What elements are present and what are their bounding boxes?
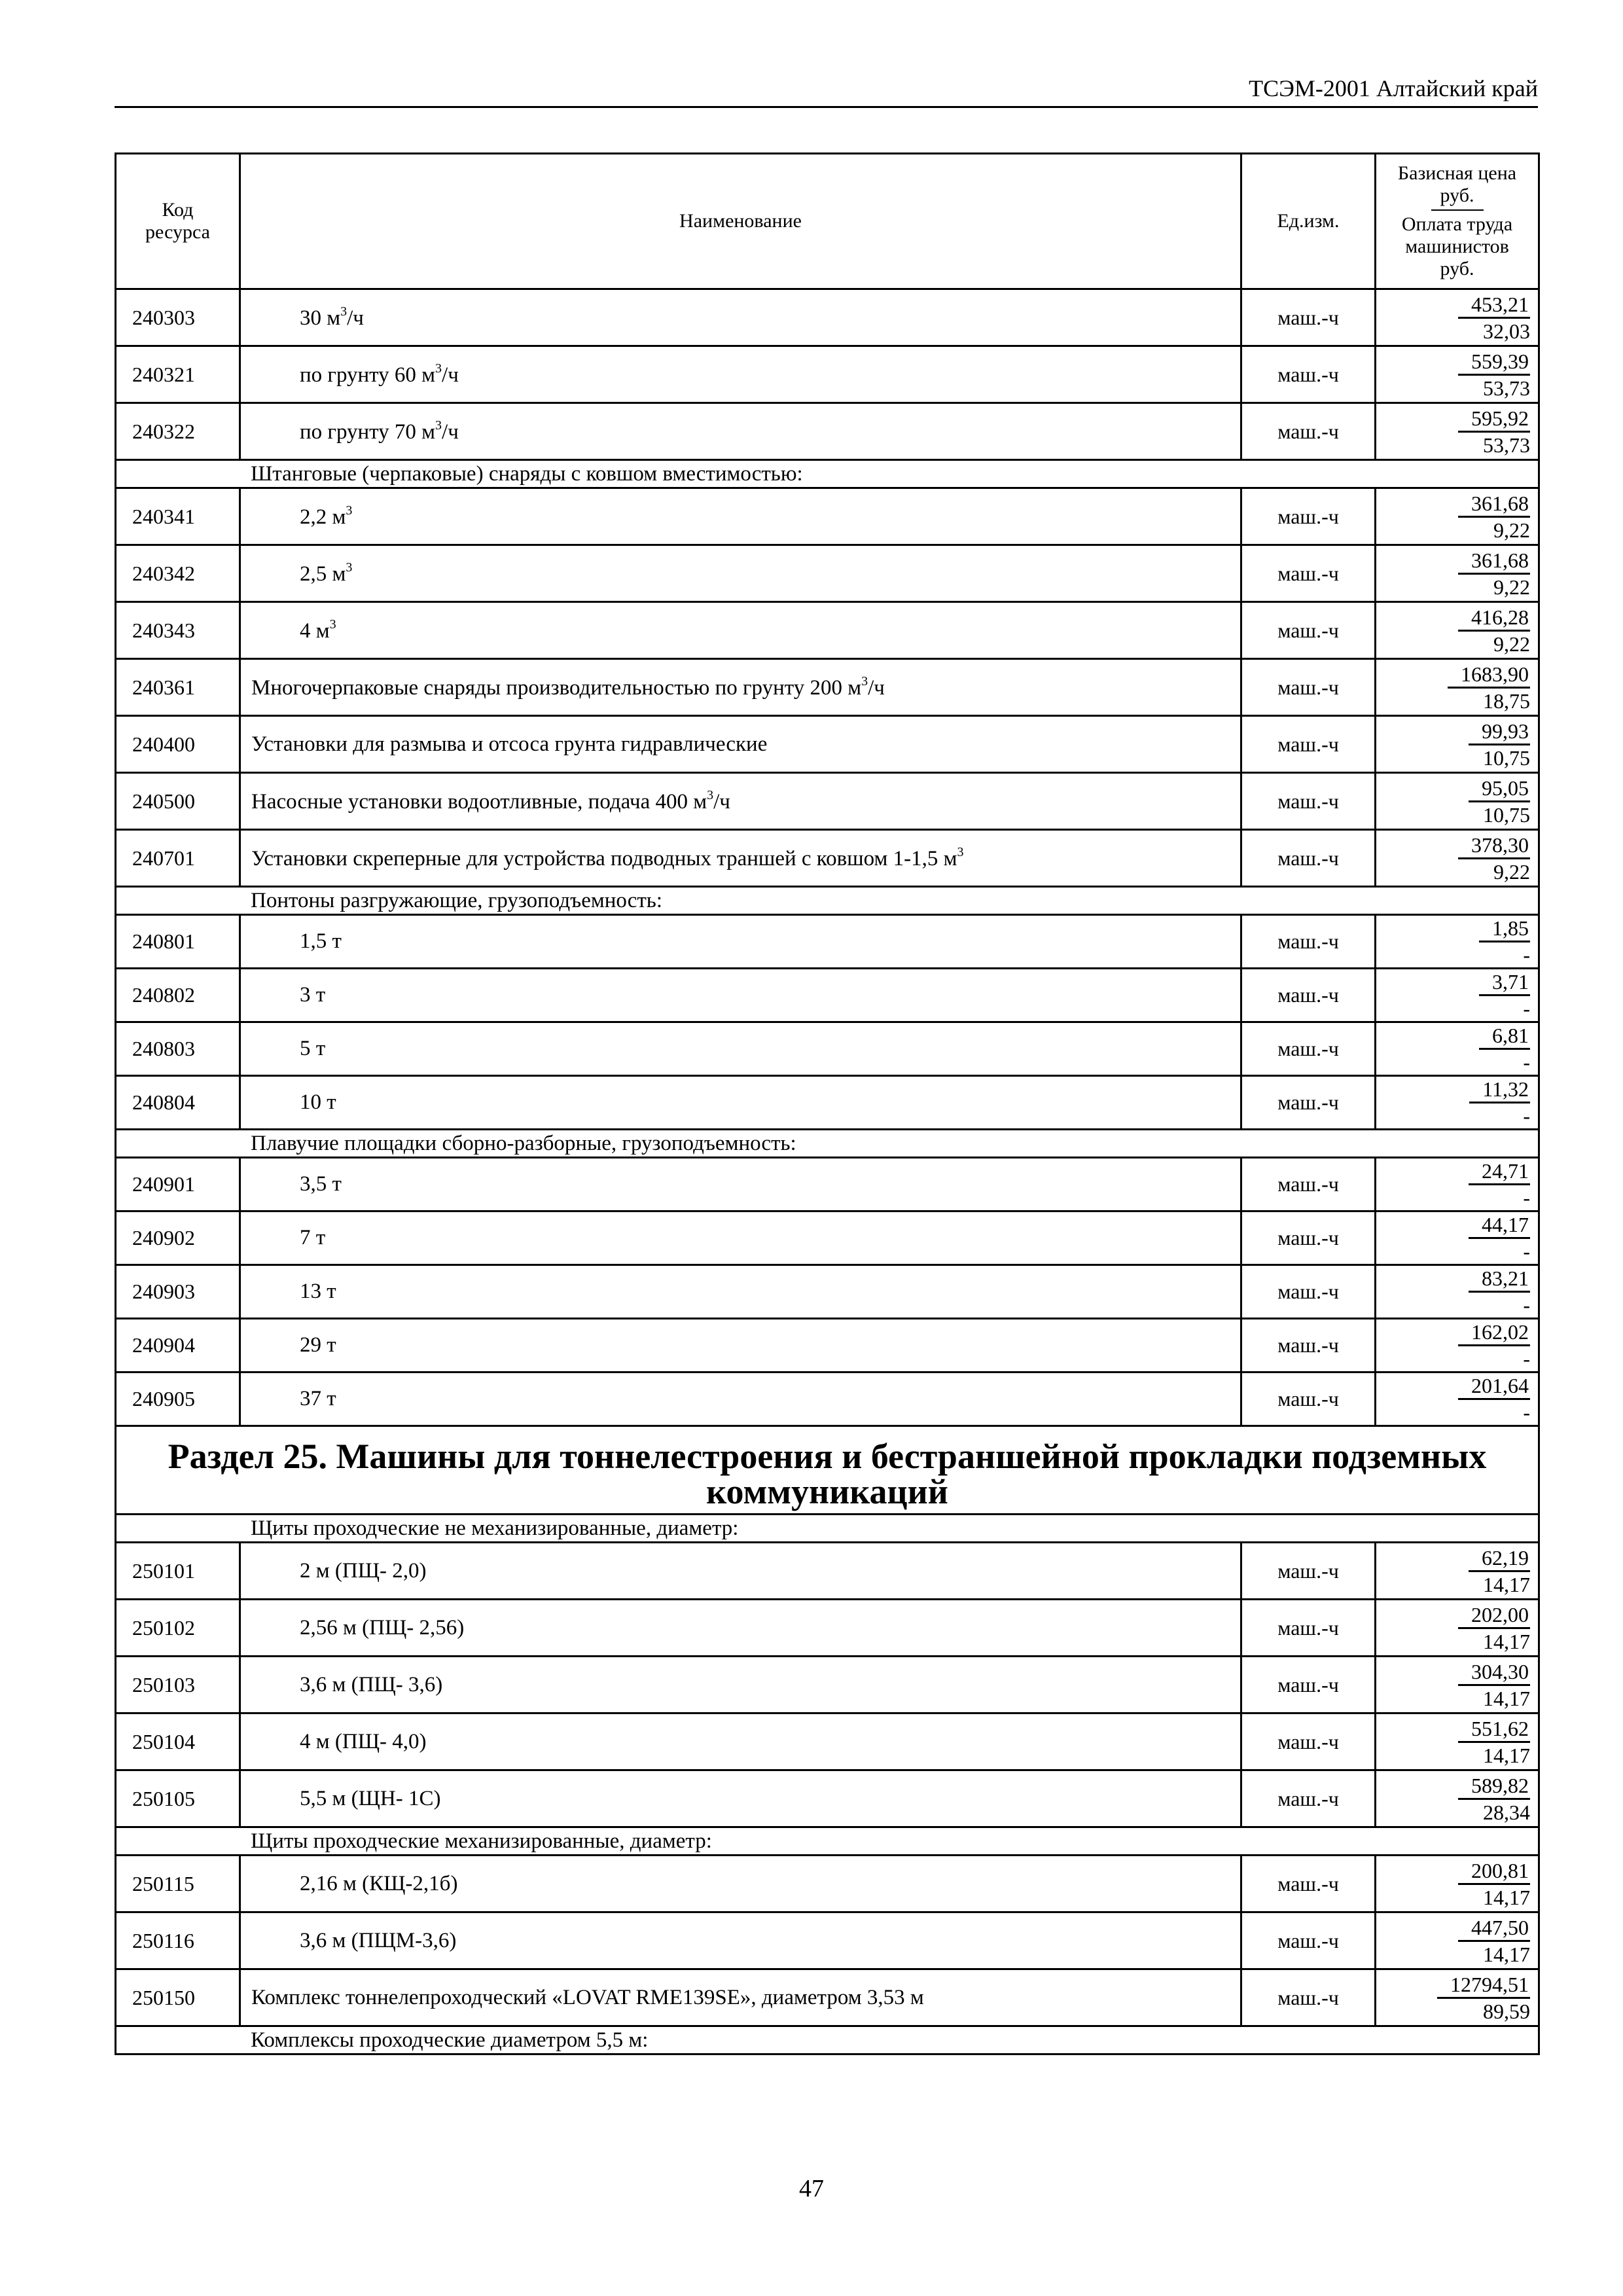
unit: маш.-ч [1241, 1543, 1376, 1600]
operator-wage: 28,34 [1483, 1800, 1530, 1824]
superscript: 3 [329, 617, 336, 632]
table-row [116, 488, 1539, 545]
base-price: 559,39 [1458, 349, 1530, 376]
resource-name-text: Установки для размыва и отсоса грунта гидравлические [251, 732, 768, 756]
base-price: 416,28 [1458, 605, 1530, 632]
superscript: 3 [435, 361, 442, 376]
resource-name-text: по грунту 70 м [300, 420, 436, 444]
table-row [116, 1265, 1539, 1319]
operator-wage: - [1523, 1186, 1530, 1210]
resource-name-suffix: /ч [347, 306, 364, 330]
section-row [116, 1426, 1539, 1515]
unit: маш.-ч [1241, 1372, 1376, 1426]
table-row [116, 1969, 1539, 2026]
group-title: Штанговые (черпаковые) снаряды с ковшом вместимостью: [116, 460, 1539, 488]
col-header-price [1376, 154, 1539, 289]
price-cell [1376, 1969, 1539, 2026]
resource-code: 240803 [116, 1022, 240, 1076]
table-row [116, 545, 1539, 602]
resource-name [240, 773, 1241, 830]
unit: маш.-ч [1241, 346, 1376, 403]
table-row [116, 602, 1539, 659]
resource-code: 240341 [116, 488, 240, 545]
resource-name-text: 30 м [300, 306, 341, 330]
table-header-row [116, 154, 1539, 289]
base-price: 1683,90 [1448, 662, 1530, 689]
unit: маш.-ч [1241, 403, 1376, 460]
base-price: 44,17 [1469, 1212, 1530, 1239]
base-price: 595,92 [1458, 406, 1530, 433]
group-row [116, 1130, 1539, 1158]
resource-code: 240361 [116, 659, 240, 716]
superscript: 3 [340, 304, 348, 319]
superscript: 3 [861, 674, 868, 689]
operator-wage: - [1523, 997, 1530, 1020]
base-price: 12794,51 [1437, 1972, 1530, 1999]
resource-name-suffix: /ч [868, 676, 885, 700]
table-row [116, 1856, 1539, 1912]
resource-name [240, 1022, 1241, 1076]
table-row [116, 403, 1539, 460]
table-row [116, 1076, 1539, 1130]
base-price: 447,50 [1458, 1915, 1530, 1942]
resource-name [240, 1319, 1241, 1372]
superscript: 3 [435, 418, 442, 433]
col-header-price-bottom: Оплата труда машинистов руб. [1401, 213, 1513, 279]
table-row [116, 1770, 1539, 1827]
base-price: 95,05 [1469, 776, 1530, 802]
unit: маш.-ч [1241, 1319, 1376, 1372]
superscript: 3 [346, 503, 353, 518]
resource-name [240, 289, 1241, 346]
operator-wage: 18,75 [1483, 689, 1530, 713]
resource-name-text: 5 т [300, 1037, 326, 1060]
table-row [116, 1543, 1539, 1600]
price-cell [1376, 1319, 1539, 1372]
operator-wage: 10,75 [1483, 802, 1530, 827]
table-row [116, 1022, 1539, 1076]
resource-code: 250104 [116, 1713, 240, 1770]
resource-code: 240303 [116, 289, 240, 346]
resource-name-text: 3,6 м (ПЩМ-3,6) [300, 1928, 457, 1952]
unit: маш.-ч [1241, 1969, 1376, 2026]
unit: маш.-ч [1241, 1022, 1376, 1076]
operator-wage: - [1523, 1050, 1530, 1074]
operator-wage: - [1523, 1347, 1530, 1371]
resource-code: 250102 [116, 1600, 240, 1657]
table-row [116, 1211, 1539, 1265]
price-cell [1376, 1600, 1539, 1657]
resource-name-text: по грунту 60 м [300, 363, 436, 387]
resource-name-text: 10 т [300, 1090, 336, 1114]
table-row [116, 289, 1539, 346]
operator-wage: - [1523, 1240, 1530, 1263]
resource-name [240, 1372, 1241, 1426]
resource-code: 240322 [116, 403, 240, 460]
table-row [116, 915, 1539, 969]
table-body [116, 289, 1539, 2054]
resource-name-text: 29 т [300, 1333, 336, 1357]
operator-wage: 9,22 [1493, 859, 1530, 884]
price-cell [1376, 1372, 1539, 1426]
unit: маш.-ч [1241, 716, 1376, 773]
price-cell [1376, 403, 1539, 460]
operator-wage: - [1523, 1401, 1530, 1424]
base-price: 200,81 [1458, 1858, 1530, 1885]
resource-name [240, 915, 1241, 969]
base-price: 62,19 [1469, 1545, 1530, 1572]
price-cell [1376, 830, 1539, 887]
operator-wage: 10,75 [1483, 745, 1530, 770]
resource-name-text: 3,6 м (ПЩ- 3,6) [300, 1672, 443, 1696]
group-title: Понтоны разгружающие, грузоподъемность: [116, 887, 1539, 915]
base-price: 378,30 [1458, 833, 1530, 859]
superscript: 3 [707, 788, 714, 802]
resource-name [240, 1856, 1241, 1912]
base-price: 589,82 [1458, 1773, 1530, 1800]
resource-name-text: 13 т [300, 1280, 336, 1303]
superscript: 3 [346, 560, 353, 575]
resource-code: 240901 [116, 1158, 240, 1211]
resource-name-text: 1,5 т [300, 929, 342, 953]
base-price: 24,71 [1469, 1158, 1530, 1185]
col-header-divider [1431, 209, 1484, 211]
unit: маш.-ч [1241, 1158, 1376, 1211]
resource-code: 250116 [116, 1912, 240, 1969]
resource-table [115, 152, 1540, 2055]
col-header-name: Наименование [240, 154, 1241, 289]
unit: маш.-ч [1241, 830, 1376, 887]
base-price: 551,62 [1458, 1716, 1530, 1743]
unit: маш.-ч [1241, 1211, 1376, 1265]
operator-wage: 14,17 [1483, 1686, 1530, 1710]
table-row [116, 1600, 1539, 1657]
unit: маш.-ч [1241, 915, 1376, 969]
resource-name [240, 830, 1241, 887]
base-price: 361,68 [1458, 491, 1530, 518]
operator-wage: 14,17 [1483, 1885, 1530, 1909]
table-row [116, 346, 1539, 403]
resource-name-text: 2 м (ПЩ- 2,0) [300, 1558, 427, 1583]
section-title: Раздел 25. Машины для тоннелестроения и бестраншейной прокладки подземных коммуникаций [116, 1426, 1539, 1515]
resource-code: 240500 [116, 773, 240, 830]
table-row [116, 1319, 1539, 1372]
resource-code: 250115 [116, 1856, 240, 1912]
price-cell [1376, 1076, 1539, 1130]
superscript: 3 [957, 845, 964, 859]
operator-wage: 53,73 [1483, 376, 1530, 400]
table-row [116, 1372, 1539, 1426]
operator-wage: 9,22 [1493, 518, 1530, 542]
price-cell [1376, 1713, 1539, 1770]
resource-code: 240802 [116, 969, 240, 1022]
resource-name-text: 5,5 м (ЩН- 1С) [300, 1786, 441, 1810]
col-header-code: Код ресурса [116, 154, 240, 289]
price-cell [1376, 1912, 1539, 1969]
base-price: 1,85 [1479, 916, 1530, 942]
resource-name [240, 1770, 1241, 1827]
resource-name-suffix: /ч [442, 420, 459, 444]
price-cell [1376, 969, 1539, 1022]
resource-name-text: 4 м (ПЩ- 4,0) [300, 1729, 427, 1753]
price-cell [1376, 1770, 1539, 1827]
operator-wage: - [1523, 943, 1530, 967]
resource-name [240, 403, 1241, 460]
resource-code: 250105 [116, 1770, 240, 1827]
unit: маш.-ч [1241, 488, 1376, 545]
price-cell [1376, 602, 1539, 659]
table-row [116, 716, 1539, 773]
operator-wage: 89,59 [1483, 1999, 1530, 2023]
resource-name-text: 2,5 м [300, 562, 346, 586]
operator-wage: - [1523, 1293, 1530, 1317]
resource-code: 240400 [116, 716, 240, 773]
unit: маш.-ч [1241, 545, 1376, 602]
group-title: Щиты проходческие механизированные, диаметр: [116, 1827, 1539, 1856]
operator-wage: 14,17 [1483, 1572, 1530, 1596]
unit: маш.-ч [1241, 1770, 1376, 1827]
group-title: Плавучие площадки сборно-разборные, грузоподъемность: [116, 1130, 1539, 1158]
base-price: 99,93 [1469, 719, 1530, 745]
resource-code: 250150 [116, 1969, 240, 2026]
price-cell [1376, 773, 1539, 830]
resource-name [240, 1211, 1241, 1265]
running-header [115, 72, 1538, 108]
table-row [116, 1158, 1539, 1211]
resource-name [240, 1158, 1241, 1211]
resource-name [240, 1076, 1241, 1130]
group-row [116, 460, 1539, 488]
resource-code: 250101 [116, 1543, 240, 1600]
resource-name [240, 1265, 1241, 1319]
price-cell [1376, 716, 1539, 773]
operator-wage: 14,17 [1483, 1743, 1530, 1767]
price-cell [1376, 545, 1539, 602]
unit: маш.-ч [1241, 289, 1376, 346]
page-number: 47 [799, 2175, 824, 2202]
base-price: 361,68 [1458, 548, 1530, 575]
resource-name-text: Установки скреперные для устройства подводных траншей с ковшом 1-1,5 м [251, 847, 957, 870]
resource-code: 240904 [116, 1319, 240, 1372]
resource-code: 240342 [116, 545, 240, 602]
base-price: 11,32 [1469, 1077, 1530, 1103]
table-row [116, 1657, 1539, 1713]
unit: маш.-ч [1241, 1600, 1376, 1657]
price-cell [1376, 1158, 1539, 1211]
resource-name-suffix: /ч [713, 790, 730, 814]
operator-wage: 9,22 [1493, 575, 1530, 599]
price-cell [1376, 1856, 1539, 1912]
table-row [116, 830, 1539, 887]
resource-name-text: 3 т [300, 983, 326, 1007]
group-row [116, 1515, 1539, 1543]
operator-wage: - [1523, 1104, 1530, 1128]
resource-code: 250103 [116, 1657, 240, 1713]
operator-wage: 14,17 [1483, 1942, 1530, 1966]
resource-name [240, 1969, 1241, 2026]
group-row [116, 1827, 1539, 1856]
base-price: 6,81 [1479, 1023, 1530, 1050]
resource-name-text: 2,2 м [300, 505, 346, 529]
group-title: Щиты проходческие не механизированные, диаметр: [116, 1515, 1539, 1543]
operator-wage: 32,03 [1483, 319, 1530, 343]
price-cell [1376, 659, 1539, 716]
base-price: 3,71 [1479, 969, 1530, 996]
price-cell [1376, 289, 1539, 346]
resource-name [240, 346, 1241, 403]
base-price: 162,02 [1458, 1319, 1530, 1346]
unit: маш.-ч [1241, 1856, 1376, 1912]
resource-code: 240701 [116, 830, 240, 887]
table-row [116, 969, 1539, 1022]
resource-name-text: Многочерпаковые снаряды производительностью по грунту 200 м [251, 676, 862, 700]
resource-code: 240905 [116, 1372, 240, 1426]
unit: маш.-ч [1241, 659, 1376, 716]
resource-code: 240804 [116, 1076, 240, 1130]
price-cell [1376, 346, 1539, 403]
col-header-unit: Ед.изм. [1241, 154, 1376, 289]
operator-wage: 53,73 [1483, 433, 1530, 457]
operator-wage: 9,22 [1493, 632, 1530, 656]
resource-name [240, 1543, 1241, 1600]
table-row [116, 773, 1539, 830]
base-price: 202,00 [1458, 1602, 1530, 1629]
unit: маш.-ч [1241, 1657, 1376, 1713]
unit: маш.-ч [1241, 602, 1376, 659]
price-cell [1376, 915, 1539, 969]
resource-name [240, 1713, 1241, 1770]
price-cell [1376, 488, 1539, 545]
resource-name [240, 1912, 1241, 1969]
unit: маш.-ч [1241, 773, 1376, 830]
resource-name [240, 545, 1241, 602]
resource-code: 240321 [116, 346, 240, 403]
group-title: Комплексы проходческие диаметром 5,5 м: [116, 2026, 1539, 2054]
resource-code: 240801 [116, 915, 240, 969]
header-title: ТСЭМ-2001 Алтайский край [1249, 75, 1538, 101]
base-price: 453,21 [1458, 292, 1530, 319]
resource-name-text: 2,56 м (ПЩ- 2,56) [300, 1615, 465, 1640]
resource-name [240, 969, 1241, 1022]
unit: маш.-ч [1241, 1265, 1376, 1319]
resource-name-text: Насосные установки водоотливные, подача 400 м [251, 790, 707, 814]
group-row [116, 2026, 1539, 2054]
resource-name-suffix: /ч [442, 363, 459, 387]
resource-code: 240903 [116, 1265, 240, 1319]
table-row [116, 1713, 1539, 1770]
price-cell [1376, 1657, 1539, 1713]
base-price: 83,21 [1469, 1266, 1530, 1293]
resource-name-text: 4 м [300, 619, 330, 643]
col-header-price-top: Базисная цена руб. [1397, 162, 1517, 206]
resource-name [240, 488, 1241, 545]
resource-name [240, 1600, 1241, 1657]
base-price: 201,64 [1458, 1373, 1530, 1400]
unit: маш.-ч [1241, 1076, 1376, 1130]
operator-wage: 14,17 [1483, 1629, 1530, 1653]
price-cell [1376, 1022, 1539, 1076]
resource-name [240, 659, 1241, 716]
unit: маш.-ч [1241, 1713, 1376, 1770]
unit: маш.-ч [1241, 1912, 1376, 1969]
price-cell [1376, 1543, 1539, 1600]
resource-name [240, 602, 1241, 659]
resource-name-text: 7 т [300, 1226, 326, 1249]
resource-name-text: 37 т [300, 1387, 336, 1410]
price-cell [1376, 1265, 1539, 1319]
resource-name-text: Комплекс тоннелепроходческий «LOVAT RME139SE», диаметром 3,53 м [251, 1985, 924, 2009]
resource-code: 240902 [116, 1211, 240, 1265]
resource-name-text: 2,16 м (КЩ-2,1б) [300, 1871, 458, 1895]
group-row [116, 887, 1539, 915]
table-row [116, 1912, 1539, 1969]
resource-name-text: 3,5 т [300, 1172, 342, 1196]
base-price: 304,30 [1458, 1659, 1530, 1686]
unit: маш.-ч [1241, 969, 1376, 1022]
resource-code: 240343 [116, 602, 240, 659]
table-row [116, 659, 1539, 716]
resource-name [240, 716, 1241, 773]
resource-name [240, 1657, 1241, 1713]
price-cell [1376, 1211, 1539, 1265]
